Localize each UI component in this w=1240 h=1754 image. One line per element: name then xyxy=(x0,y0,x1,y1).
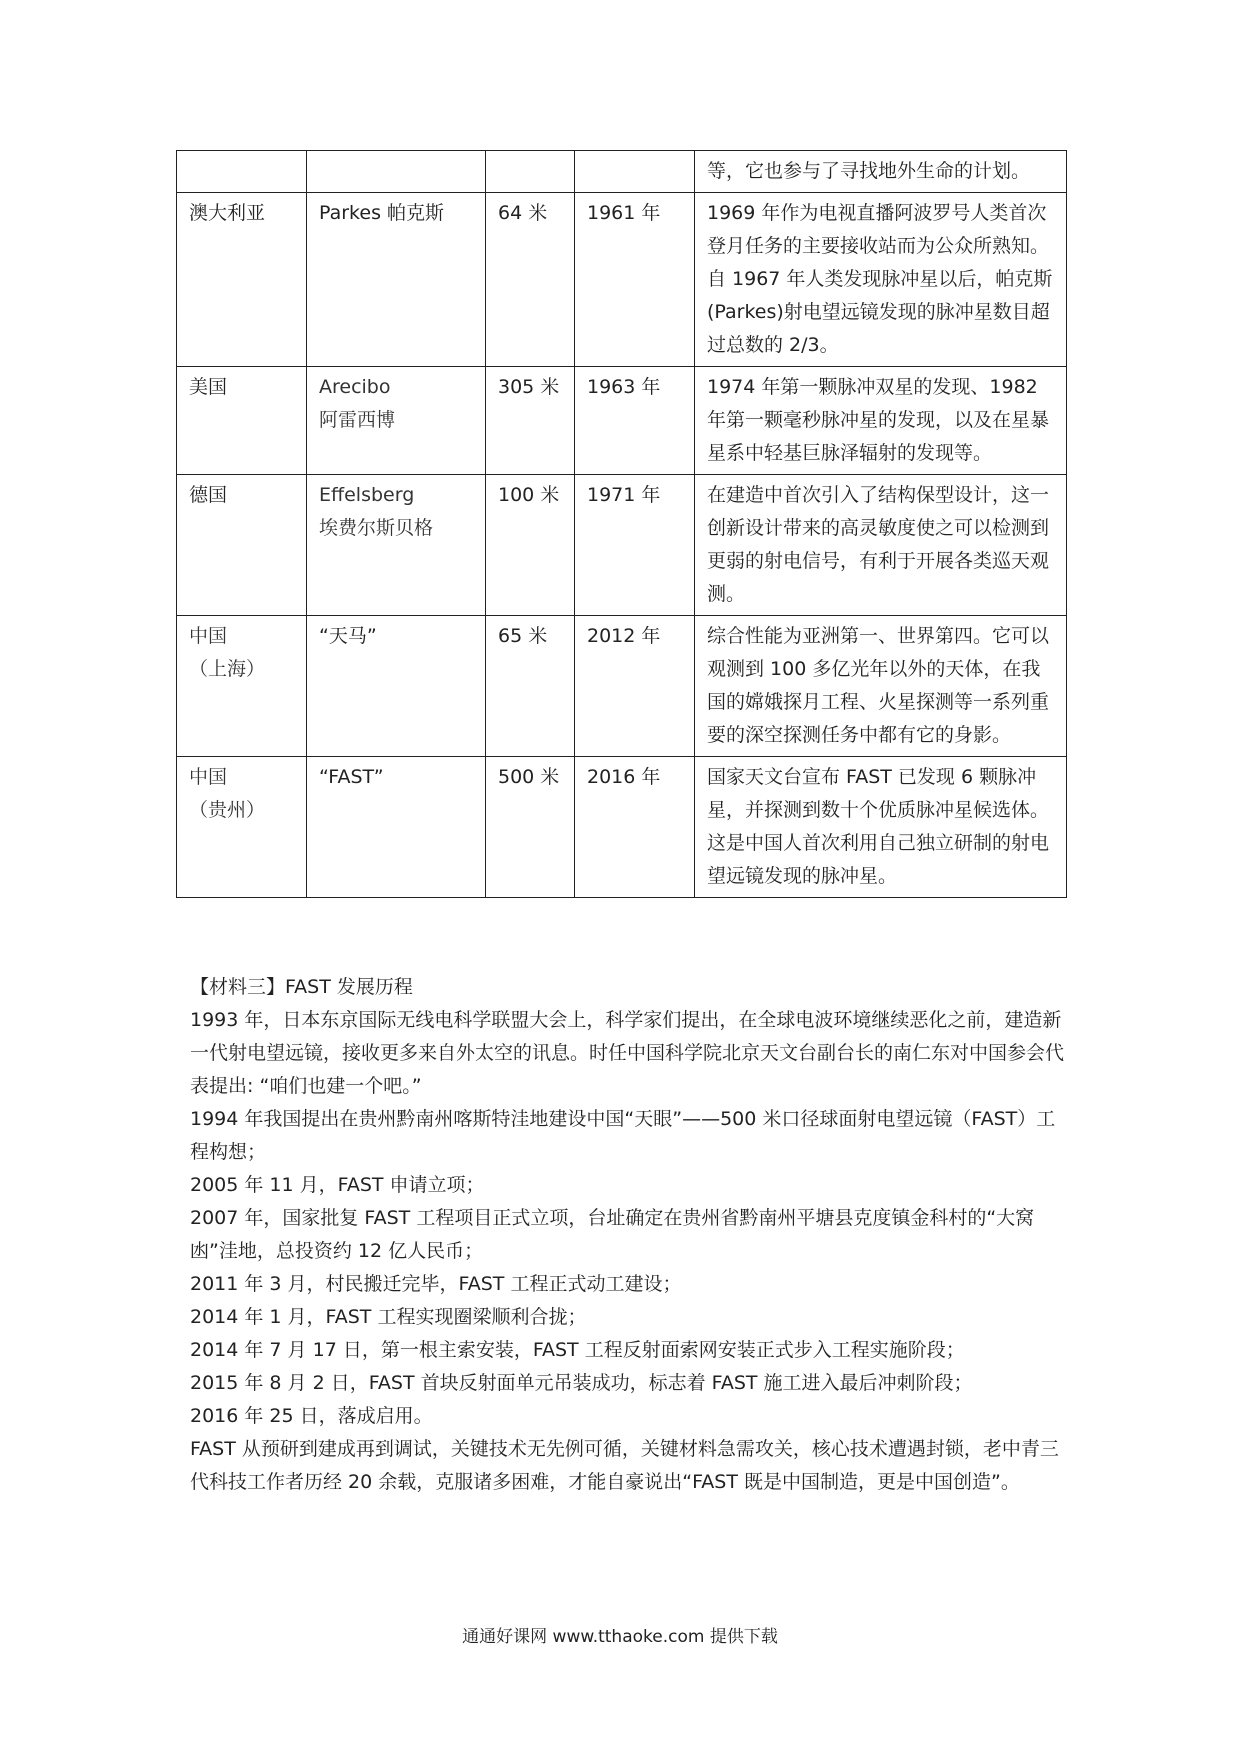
page-footer: 通通好课网 www.tthaoke.com 提供下载 xyxy=(462,1627,778,1647)
description-cell: 1974 年第一颗脉冲双星的发现、1982 年第一颗毫秒脉冲星的发现，以及在星暴星系中轻基巨脉泽辐射的发现等。 xyxy=(695,367,1067,475)
year-cell: 2012 年 xyxy=(575,616,695,757)
material-three-section xyxy=(190,971,1066,1499)
section-heading: 【材料三】FAST 发展历程 xyxy=(190,976,413,998)
telescope-name-cell: Parkes 帕克斯 xyxy=(307,193,486,367)
diameter-cell: 100 米 xyxy=(486,475,575,616)
year-cell: 1971 年 xyxy=(575,475,695,616)
timeline-paragraph: 2005 年 11 月，FAST 申请立项； xyxy=(190,1174,485,1196)
telescope-name-latin: Effelsberg xyxy=(319,484,415,506)
timeline-paragraph: 2007 年，国家批复 FAST 工程项目正式立项，台址确定在贵州省黔南州平塘县克度镇金科村的“大窝凼”洼地，总投资约 12 亿人民币； xyxy=(190,1207,1035,1262)
telescope-name-cell xyxy=(307,151,486,193)
telescope-name-cell: “天马” xyxy=(307,616,486,757)
country-cell: 澳大利亚 xyxy=(177,193,307,367)
timeline-paragraph: 1994 年我国提出在贵州黔南州喀斯特洼地建设中国“天眼”——500 米口径球面射电望远镜（FAST）工程构想； xyxy=(190,1108,1056,1163)
diameter-cell: 500 米 xyxy=(486,757,575,898)
country-region: （贵州） xyxy=(189,799,266,821)
telescope-name-chinese: 埃费尔斯贝格 xyxy=(319,517,434,539)
country-cell: 美国 xyxy=(177,367,307,475)
year-cell: 1963 年 xyxy=(575,367,695,475)
description-cell: 国家天文台宣布 FAST 已发现 6 颗脉冲星，并探测到数十个优质脉冲星候选体。这是中国人首次利用自己独立研制的射电望远镜发现的脉冲星。 xyxy=(695,757,1067,898)
description-cell: 等，它也参与了寻找地外生命的计划。 xyxy=(695,151,1067,193)
country-name: 中国 xyxy=(189,625,228,647)
year-cell: 1961 年 xyxy=(575,193,695,367)
telescope-name-chinese: 阿雷西博 xyxy=(319,409,396,431)
timeline-paragraph: 2016 年 25 日，落成启用。 xyxy=(190,1405,433,1427)
table-row xyxy=(177,367,1067,475)
summary-paragraph: FAST 从预研到建成再到调试，关键技术无先例可循，关键材料急需攻关，核心技术遭遇封锁，老中青三代科技工作者历经 20 余载，克服诸多困难，才能自豪说出“FAST 既是中国制造，更是中国创造”。 xyxy=(190,1438,1059,1493)
country-cell xyxy=(177,616,307,757)
table-row xyxy=(177,151,1067,193)
year-cell xyxy=(575,151,695,193)
telescope-table xyxy=(176,150,1067,898)
description-cell: 综合性能为亚洲第一、世界第四。它可以观测到 100 多亿光年以外的天体，在我国的嫦娥探月工程、火星探测等一系列重要的深空探测任务中都有它的身影。 xyxy=(695,616,1067,757)
country-region: （上海） xyxy=(189,658,266,680)
timeline-paragraph: 2011 年 3 月，村民搬迁完毕，FAST 工程正式动工建设； xyxy=(190,1273,682,1295)
timeline-paragraph: 2014 年 7 月 17 日，第一根主索安装，FAST 工程反射面索网安装正式步入工程实施阶段； xyxy=(190,1339,965,1361)
table-row xyxy=(177,616,1067,757)
country-cell xyxy=(177,757,307,898)
country-name: 中国 xyxy=(189,766,228,788)
table-row xyxy=(177,193,1067,367)
telescope-name-cell xyxy=(307,475,486,616)
country-cell: 德国 xyxy=(177,475,307,616)
timeline-paragraph: 2014 年 1 月，FAST 工程实现圈梁顺利合拢； xyxy=(190,1306,587,1328)
diameter-cell: 64 米 xyxy=(486,193,575,367)
description-cell: 在建造中首次引入了结构保型设计，这一创新设计带来的高灵敏度使之可以检测到更弱的射电信号，有利于开展各类巡天观测。 xyxy=(695,475,1067,616)
year-cell: 2016 年 xyxy=(575,757,695,898)
table-row xyxy=(177,475,1067,616)
country-cell xyxy=(177,151,307,193)
telescope-name-cell xyxy=(307,367,486,475)
diameter-cell xyxy=(486,151,575,193)
telescope-name-cell: “FAST” xyxy=(307,757,486,898)
telescope-name-latin: Arecibo xyxy=(319,376,391,398)
diameter-cell: 65 米 xyxy=(486,616,575,757)
description-cell: 1969 年作为电视直播阿波罗号人类首次登月任务的主要接收站而为公众所熟知。自 1967 年人类发现脉冲星以后，帕克斯(Parkes)射电望远镜发现的脉冲星数目超过总数的 2/3。 xyxy=(695,193,1067,367)
timeline-paragraph: 1993 年，日本东京国际无线电科学联盟大会上，科学家们提出，在全球电波环境继续恶化之前，建造新一代射电望远镜，接收更多来自外太空的讯息。时任中国科学院北京天文台副台长的南仁东对中国参会代表提出: “咱们也建一个吧。” xyxy=(190,1009,1065,1097)
table-row xyxy=(177,757,1067,898)
diameter-cell: 305 米 xyxy=(486,367,575,475)
timeline-paragraph: 2015 年 8 月 2 日，FAST 首块反射面单元吊装成功，标志着 FAST 施工进入最后冲刺阶段； xyxy=(190,1372,973,1394)
